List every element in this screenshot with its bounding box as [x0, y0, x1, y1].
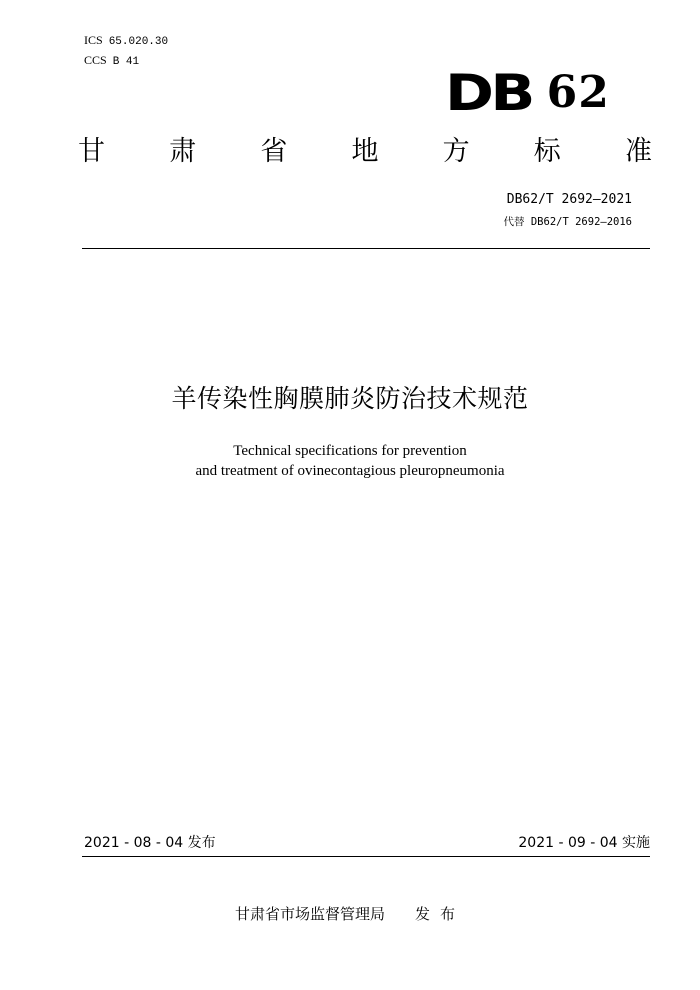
- issue-date: 2021 - 08 - 04 发布: [84, 835, 216, 851]
- db-mark-letters: DB: [445, 64, 532, 122]
- db-mark-number: 62: [546, 67, 610, 118]
- standard-type-char: 甘: [78, 136, 105, 167]
- top-divider: [82, 248, 650, 249]
- standard-type-char: 准: [624, 136, 652, 167]
- bottom-divider: [82, 856, 650, 857]
- db62-standard-mark: [445, 56, 610, 122]
- ics-label: ICS: [84, 33, 103, 47]
- standard-number: DB62/T 2692—2021: [506, 192, 632, 207]
- ics-line: [84, 33, 168, 49]
- standard-type-char: 地: [351, 136, 379, 167]
- implementation-date: 2021 - 09 - 04 实施: [518, 835, 650, 851]
- document-title-en-line1: Technical specifications for prevention: [233, 443, 467, 459]
- ccs-code: B 41: [112, 56, 140, 68]
- issuer-line: [0, 904, 700, 924]
- standard-type-heading: [78, 132, 652, 172]
- ccs-label: CCS: [84, 53, 107, 67]
- document-title-en: [0, 441, 700, 481]
- document-title-cn: 羊传染性胸膜肺炎防治技术规范: [171, 384, 529, 413]
- standard-type-char: 标: [533, 136, 561, 167]
- standard-type-char: 省: [260, 136, 288, 167]
- document-title-en-line2: and treatment of ovinecontagious pleuropneumonia: [195, 463, 505, 479]
- standard-type-char: 肃: [169, 136, 197, 167]
- ics-code: 65.020.30: [108, 36, 169, 48]
- issuer-name: 甘肃省市场监督管理局: [234, 905, 385, 923]
- ccs-line: [84, 53, 139, 69]
- replaces-standard: 代替 DB62/T 2692—2016: [503, 216, 632, 228]
- issuer-action: 发布: [415, 905, 466, 923]
- standard-type-char: 方: [442, 136, 470, 167]
